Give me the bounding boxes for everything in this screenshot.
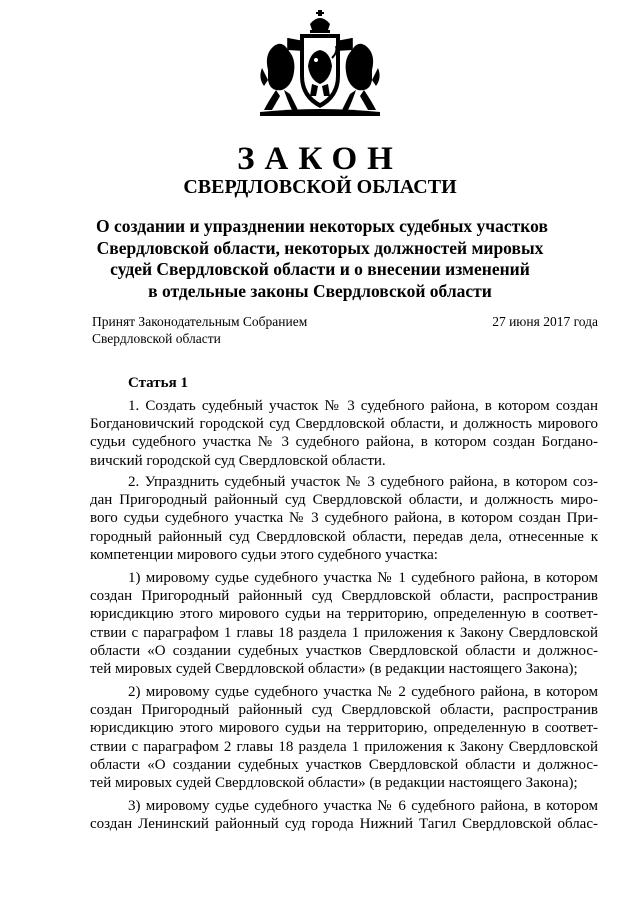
text-line: дан Пригородный районный суд Свердловской области, и должность миро- (90, 492, 598, 509)
law-name-line: судей Свердловской области и о внесении изменений (110, 259, 530, 279)
text-line: ствии с параграфом 2 главы 18 раздела 1 приложения к Закону Свердловской (90, 738, 598, 755)
left-sable-figure (260, 44, 298, 110)
text-line: создан Пригородный районный суд Свердловской области, распространив (90, 588, 598, 605)
text-line: 1. Создать судебный участок № 3 судебного района, в котором создан (128, 398, 598, 414)
text-line: судьи судебного участка № 3 судебного района, в котором создан Богдано- (90, 434, 598, 451)
text-line: вичский городской суд Свердловской области. (90, 452, 386, 469)
article-title: Статья 1 (128, 375, 188, 391)
text-line: 2) мировому судье судебного участка № 2 судебного района, в котором (128, 684, 598, 700)
paragraph (90, 797, 598, 833)
paragraph (90, 397, 598, 470)
law-name (96, 216, 548, 302)
paragraph (90, 569, 598, 678)
text-line: 2. Упразднить судебный участок № 3 судебного района, в котором соз- (128, 474, 598, 490)
text-line: области «О создании судебных участков Свердловской области и должнос- (90, 756, 598, 773)
text-line: юрисдикцию этого мирового судьи на территорию, определенную в соответ- (90, 720, 598, 737)
text-line: создан Ленинский районный суд города Нижний Тагил Свердловской облас- (90, 816, 598, 833)
paragraph (90, 473, 598, 564)
adopted-by (92, 313, 307, 347)
adopted-date: 27 июня 2017 года (492, 314, 598, 329)
text-line: Богдановичский городской суд Свердловской области, и должность мирового (90, 416, 598, 433)
text-line: вого судьи судебного участка № 3 судебного района, в котором создан При- (90, 510, 598, 527)
text-line: 3) мировому судье судебного участка № 6 судебного района, в котором (128, 798, 598, 814)
text-line: 1) мировому судье судебного участка № 1 судебного района, в котором (128, 570, 598, 586)
right-sable-figure (342, 44, 380, 110)
document-title: ЗАКОН (237, 141, 403, 177)
text-line: юрисдикцию этого мирового судьи на территорию, определенную в соответ- (90, 606, 598, 623)
text-line: тей мировых судей Свердловской области» (в редакции настоящего Закона); (90, 660, 578, 677)
text-line: городный районный суд Свердловской области, передав дела, отнесенные к (90, 528, 598, 545)
shield-icon (300, 34, 340, 108)
text-line: компетенции мирового судьи этого судебного участка: (90, 546, 438, 563)
adopted-by-line: Принят Законодательным Собранием (92, 314, 308, 329)
text-line: тей мировых судей Свердловской области» (в редакции настоящего Закона); (90, 774, 578, 791)
adopted-by-line: Свердловской области (92, 331, 221, 346)
crown-icon (310, 10, 330, 33)
text-line: области «О создании судебных участков Свердловской области и должнос- (90, 642, 598, 659)
text-line: ствии с параграфом 1 главы 18 раздела 1 приложения к Закону Свердловской (90, 624, 598, 641)
law-name-line: Свердловской области, некоторых должностей мировых (96, 237, 544, 258)
document-subtitle: СВЕРДЛОВСКОЙ ОБЛАСТИ (183, 176, 457, 198)
law-name-line: О создании и упразднении некоторых судебных участков (96, 216, 548, 236)
paragraph (90, 683, 598, 792)
text-line: создан Пригородный районный суд Свердловской области, распространив (90, 702, 598, 719)
coat-of-arms-emblem (258, 10, 382, 120)
law-name-line: в отдельные законы Свердловской области (148, 280, 492, 301)
